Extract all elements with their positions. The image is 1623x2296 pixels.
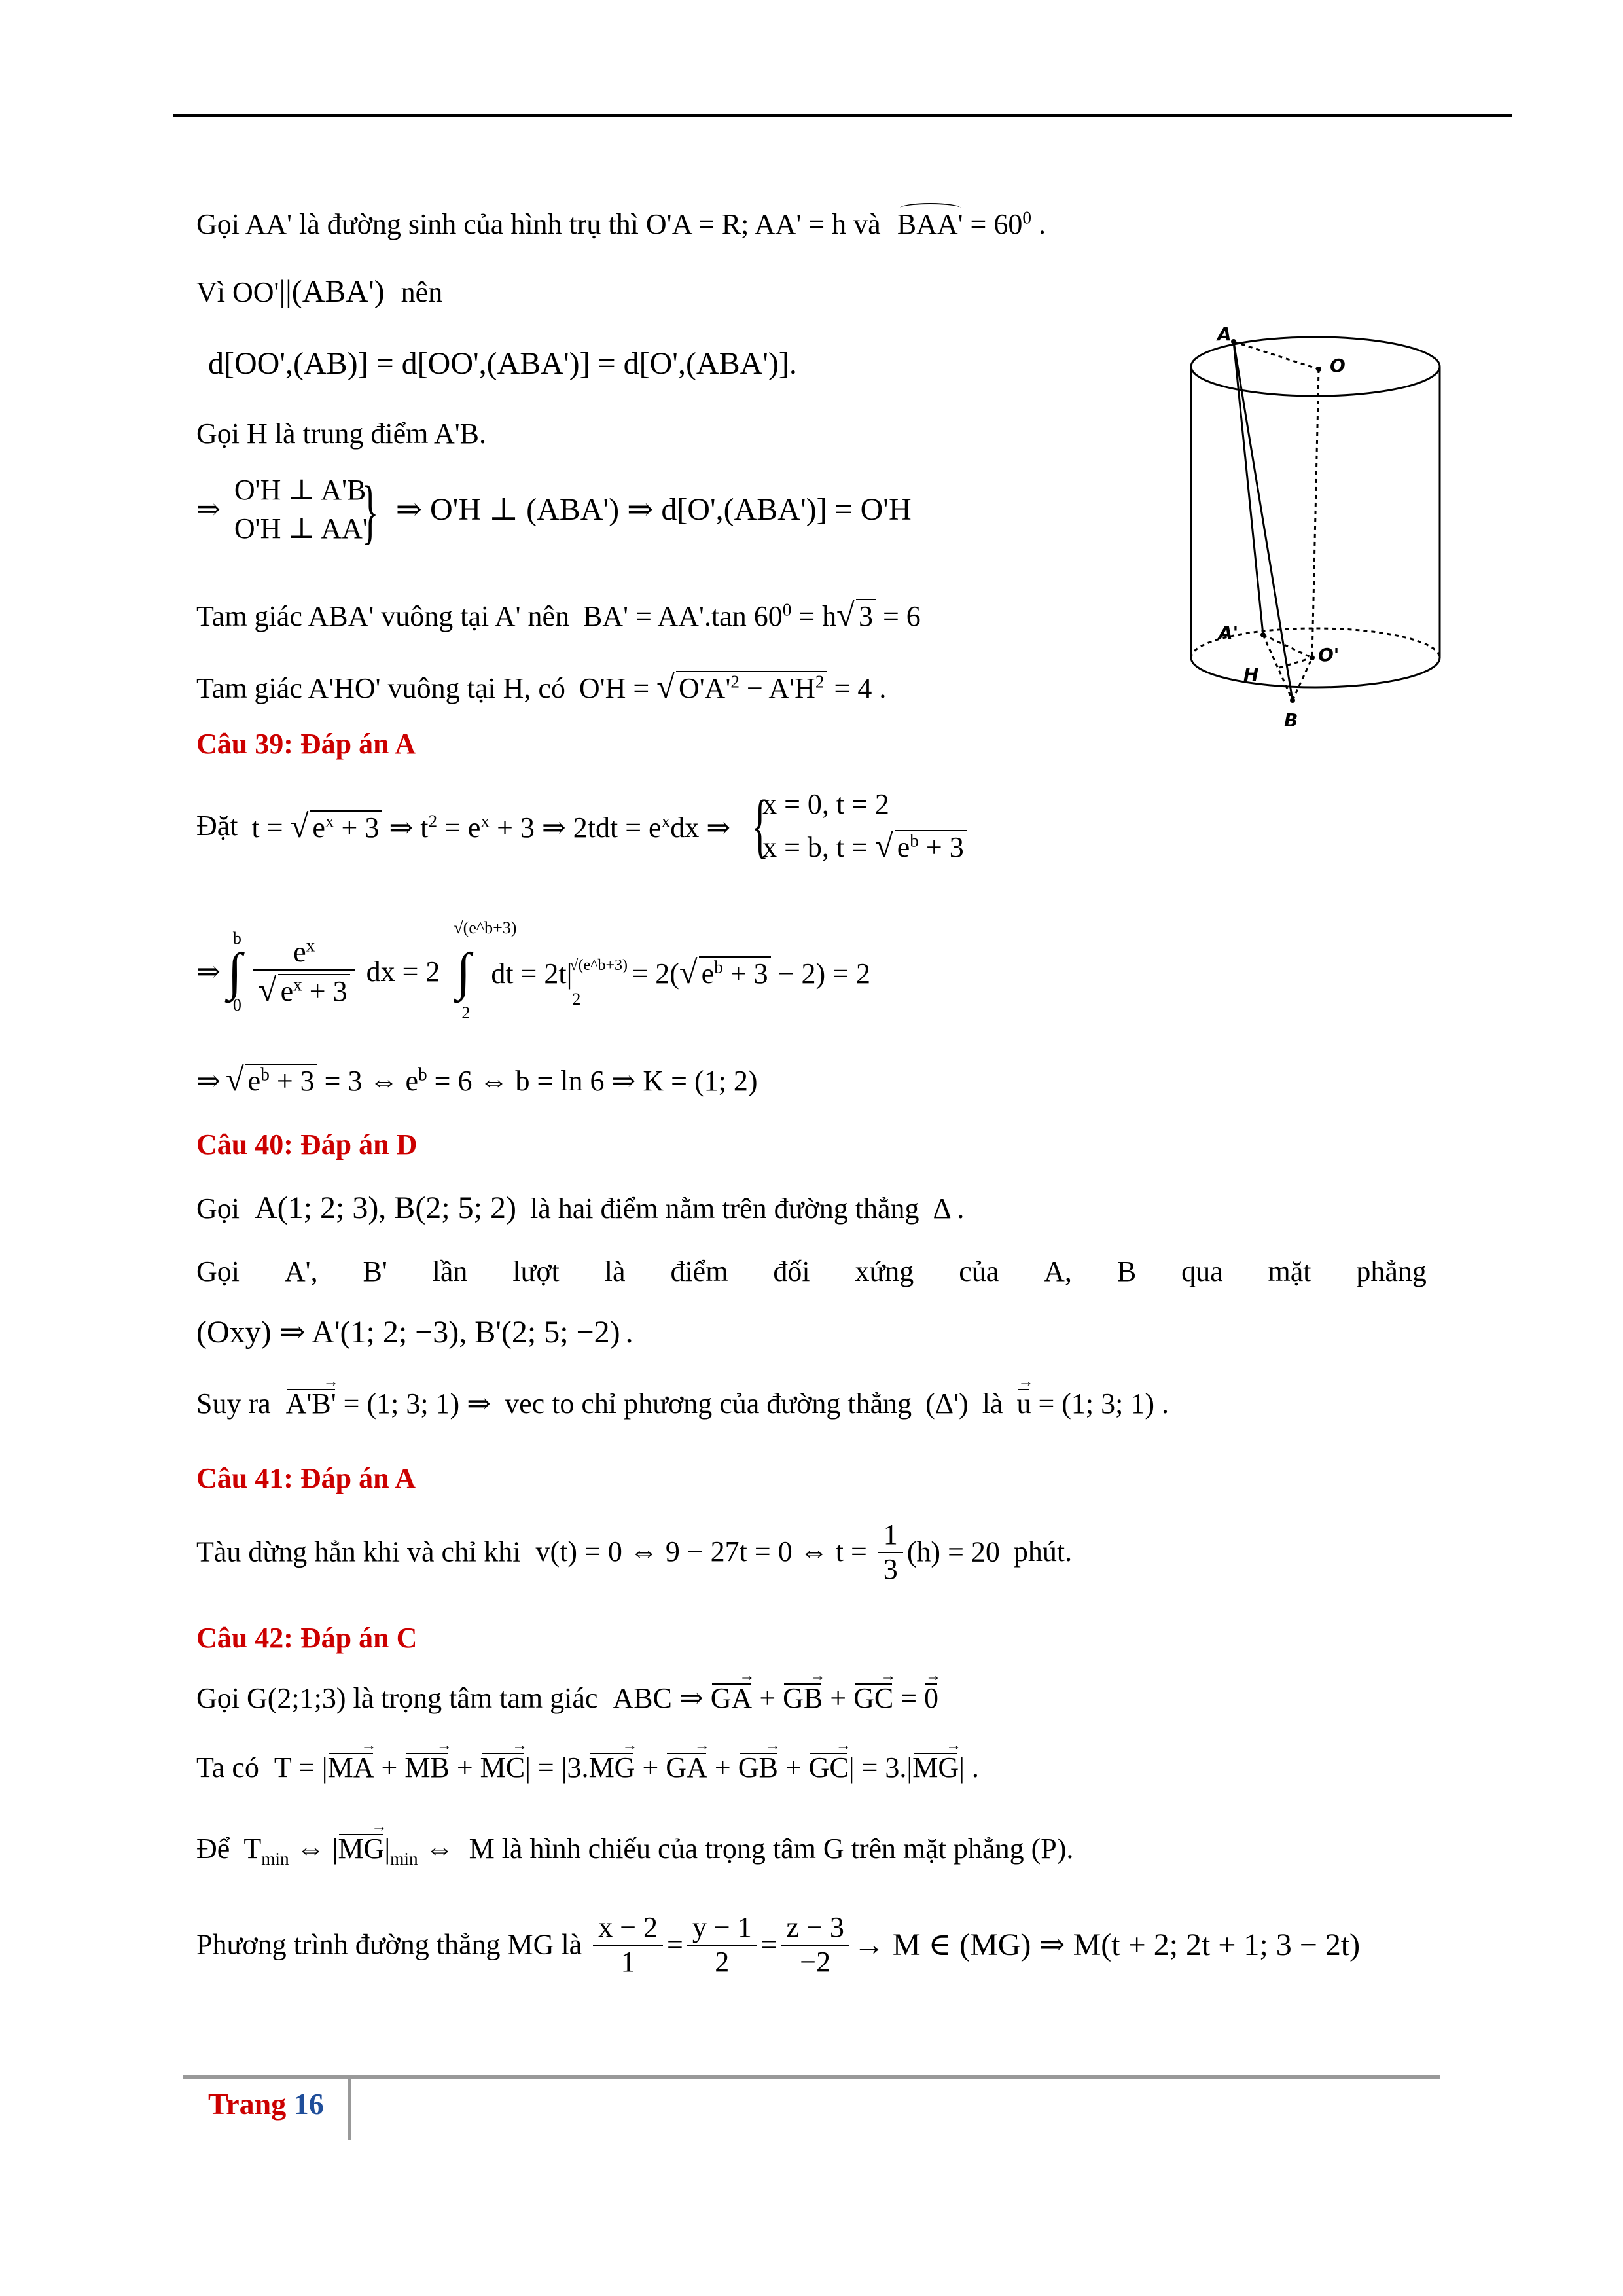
q39-line-1: Đặt t = √ $e^x + 3$ ⇒ $t^2 = e^x + 3$ ⇒ $2tdt = e^xdx$ ⇒ { x = 0, t = 2 x = b, t = √ $e^b + 3$ (196, 785, 967, 867)
text: Gọi H là trung điểm A'B. (196, 418, 487, 450)
limit-upper: √(e^b+3) (454, 918, 517, 938)
math: − A'H (740, 672, 815, 704)
text-line-7: Tam giác A'HO' vuông tại H, có O'H = √ $O'A'^2 - A'H^2 = 4$ . (196, 668, 887, 705)
fraction (593, 1911, 663, 1979)
text-line-6: Tam giác ABA' vuông tại A' nên BA' = AA'.tan $60^0 = h√$ 3 = 6 (196, 596, 921, 633)
text: Gọi G(2;1;3) là trọng tâm tam giác (196, 1682, 598, 1714)
line-a2o2 (1263, 635, 1312, 658)
integral-sign: ∫ √(e^b+3) 2 (454, 918, 517, 1023)
vector-u: u → (1016, 1388, 1031, 1421)
math: x = b, t = (762, 831, 875, 863)
math: + (707, 1751, 738, 1784)
text: Ta có (196, 1751, 259, 1784)
text-line-3 (208, 346, 797, 382)
fraction (687, 1911, 757, 1979)
superscript: x (480, 811, 490, 831)
vector-mc: MC → (480, 1751, 525, 1785)
math: (Oxy) ⇒ A'(1; 2; −3), B'(2; 5; −2) (196, 1315, 620, 1350)
text: là (982, 1388, 1003, 1420)
label-h: H (1243, 664, 1259, 685)
superscript: x (661, 811, 671, 831)
math: + (823, 1682, 854, 1714)
q42-line-2 (196, 1751, 979, 1785)
superscript: 2 (815, 672, 825, 692)
denominator: 2 (715, 1945, 730, 1978)
vector-gb: GB → (783, 1682, 823, 1715)
point-o (1316, 367, 1321, 372)
denominator: −2 (800, 1945, 831, 1978)
question-41-heading: Câu 41: Đáp án A (196, 1462, 416, 1494)
footer-rule (183, 2075, 1440, 2079)
math: + 3 (302, 975, 348, 1007)
label-b: B (1284, 709, 1298, 731)
math: e (312, 812, 325, 844)
vector-mg: MG → (589, 1751, 635, 1785)
superscript: b (910, 830, 919, 850)
math: − 2) = 2 (770, 958, 870, 990)
superscript: x (293, 974, 302, 994)
line-bo2 (1293, 658, 1312, 700)
word: lượt (512, 1255, 560, 1287)
math: | = 3.| (848, 1751, 913, 1784)
q39-result: ⇒ √ $e^b + 3 = 3$ ⇔ $e^b = 6$ ⇔ b = ln 6 ⇒ K = (1; 2) (196, 1061, 758, 1098)
math: v(t) = 0 ⇔ 9 − 27t = 0 ⇔ t = (535, 1535, 867, 1568)
text: Tam giác ABA' vuông tại A' nên (196, 600, 570, 632)
math: + (374, 1751, 405, 1784)
text: Đặt (196, 810, 238, 842)
text-line-5 (196, 471, 912, 548)
system (747, 785, 967, 867)
superscript: x (325, 811, 334, 831)
math: + (752, 1682, 783, 1714)
math: ⇒ t (382, 812, 429, 844)
vector-gc: GC → (809, 1751, 849, 1785)
fraction (781, 1911, 849, 1979)
limit-lower: 0 (232, 996, 241, 1015)
text-line-2 (196, 274, 442, 310)
math: + 3 (334, 812, 380, 844)
math: + (777, 1751, 809, 1784)
math: + 3 (918, 831, 964, 863)
sqrt: 3 (856, 599, 876, 634)
math: = 4 . (827, 672, 887, 704)
system-row: x = b, t = √ $e^b + 3$ (762, 824, 967, 867)
subscript: min (261, 1848, 289, 1869)
line-ho2 (1279, 658, 1312, 668)
word: đối (773, 1255, 810, 1287)
word: qua (1181, 1255, 1223, 1287)
text: M là hình chiếu của trọng tâm G trên mặt phẳng (P). (469, 1833, 1074, 1865)
vector-ab: A'B' → (286, 1388, 336, 1421)
numerator: z − 3 (781, 1911, 849, 1946)
label-o: O (1330, 355, 1346, 376)
numerator: 1 (878, 1518, 903, 1553)
page-footer (208, 2087, 324, 2121)
math: e (897, 831, 910, 863)
math: + (635, 1751, 666, 1784)
math: + 3 (269, 1065, 315, 1097)
subscript: min (390, 1848, 418, 1869)
math: (Δ') (925, 1388, 969, 1420)
label-a2: A' (1219, 622, 1239, 643)
top-ellipse (1191, 337, 1440, 396)
limit-upper: √(e^b+3) (569, 957, 628, 975)
math: O'H = (579, 672, 657, 704)
denominator: 3 (883, 1552, 898, 1585)
math: = (1; 3; 1) ⇒ (336, 1388, 491, 1420)
math: ⇒ (196, 493, 221, 526)
math: | = |3. (525, 1751, 589, 1784)
cylinder-figure (1178, 327, 1453, 733)
page-number: 16 (293, 2087, 324, 2121)
math: ⇒ (196, 956, 221, 988)
numerator: x − 2 (593, 1911, 663, 1946)
text: phút. (1013, 1535, 1073, 1568)
q42-line-4 (196, 1911, 1360, 1979)
vector-gc: GC → (853, 1682, 893, 1715)
text: Tàu dừng hẳn khi và chỉ khi (196, 1535, 521, 1568)
word: B' (363, 1255, 387, 1287)
math: + 3 (722, 958, 768, 990)
vector-zero: 0 → (924, 1682, 938, 1715)
math: ⇒ (196, 1065, 221, 1097)
text-line-4 (196, 418, 486, 451)
line-ao (1234, 342, 1319, 369)
math: O'A' (678, 672, 731, 704)
point-o2 (1310, 655, 1315, 660)
math: e (701, 958, 715, 990)
math: = 6 (875, 600, 921, 632)
math: T (243, 1833, 262, 1865)
q40-line-2 (196, 1255, 1427, 1289)
math: = e (437, 812, 481, 844)
word: mặt (1268, 1255, 1311, 1287)
word: Gọi (196, 1255, 240, 1287)
text: Gọi (196, 1193, 240, 1225)
text: là hai điểm nằm trên đường thẳng (529, 1193, 919, 1225)
system (234, 471, 383, 548)
math: | . (959, 1751, 979, 1784)
math: = (893, 1682, 925, 1714)
vector-ga: GA → (666, 1751, 707, 1785)
math: ⇒ O'H ⊥ (ABA') ⇒ d[O',(ABA')] = O'H (395, 492, 912, 527)
math: dt = 2t| (491, 958, 573, 990)
point-a2 (1260, 632, 1266, 637)
vector-mb: MB → (404, 1751, 449, 1785)
word: điểm (670, 1255, 728, 1287)
q39-integral: ⇒ ∫ b 0 $\frac{e^x}{√ e^x + 3}$ dx = 2 ∫ √(e^b+3) 2 dt = 2t| √(e^b+3) 2 = 2(√ $e^b + 3 - 2) = 2$ (196, 918, 870, 1023)
math: d[OO',(AB)] = d[OO',(ABA')] = d[O',(ABA')]. (208, 346, 797, 381)
word: B (1116, 1255, 1137, 1287)
math: dx = 2 (366, 956, 440, 988)
math: ||(ABA') (279, 274, 385, 309)
fraction (878, 1518, 903, 1586)
text: Để (196, 1833, 230, 1865)
math: . (1031, 208, 1046, 240)
question-40-heading: Câu 40: Đáp án D (196, 1128, 418, 1160)
word: A', (284, 1255, 318, 1287)
math: ⇔ (418, 1833, 454, 1865)
superscript: 2 (428, 811, 438, 831)
limit-lower: 2 (461, 1003, 471, 1023)
math: = 2( (624, 958, 679, 990)
math: . (625, 1315, 633, 1350)
vector-gb: GB → (738, 1751, 778, 1785)
q40-line-1 (196, 1190, 964, 1226)
math: t = (251, 812, 291, 844)
math: dx ⇒ (670, 812, 731, 844)
question-39-heading: Câu 39: Đáp án A (196, 728, 416, 760)
header-rule (173, 114, 1512, 117)
math: | (384, 1833, 391, 1865)
math: + 3 ⇒ 2tdt = e (490, 812, 662, 844)
math: = (667, 1928, 683, 1961)
q42-line-3 (196, 1833, 1074, 1869)
math: = 3 ⇔ e (317, 1065, 418, 1097)
math: → M ∈ (MG) ⇒ M(t + 2; 2t + 1; 3 − 2t) (853, 1928, 1361, 1962)
word: phẳng (1356, 1255, 1427, 1287)
superscript: b (714, 957, 723, 977)
vector-mg: MG → (912, 1751, 959, 1785)
q42-line-1 (196, 1682, 938, 1715)
fraction: $\frac{e^x}{√ e^x + 3}$ (253, 936, 355, 1009)
point-a (1231, 339, 1236, 344)
math: e (280, 975, 294, 1007)
page-label: Trang (208, 2087, 287, 2121)
vector-mg: MG → (338, 1833, 384, 1866)
text: Suy ra (196, 1388, 271, 1420)
math: = 6 ⇔ b = ln 6 ⇒ K = (1; 2) (427, 1065, 758, 1097)
text: Vì OO' (196, 276, 279, 308)
math: = 60 (963, 208, 1023, 240)
vector-ga: GA → (711, 1682, 753, 1715)
system-row: O'H ⊥ AA' (234, 512, 368, 545)
text: Tam giác A'HO' vuông tại H, có (196, 672, 565, 704)
text: vec to chỉ phương của đường thẳng (505, 1388, 912, 1420)
word: của (959, 1255, 999, 1287)
superscript: x (306, 935, 315, 956)
superscript: b (418, 1064, 427, 1085)
text: Phương trình đường thẳng MG là (196, 1928, 582, 1961)
word: là (604, 1255, 626, 1287)
q40-line-4 (196, 1388, 1169, 1421)
footer-divider (348, 2079, 351, 2140)
math: T = | (274, 1751, 328, 1784)
text-line-1 (196, 208, 1046, 242)
math: = h (791, 600, 837, 632)
superscript: b (260, 1064, 270, 1085)
angle-baa: BAA' (897, 208, 963, 240)
point-b (1290, 698, 1295, 703)
label-o2: O' (1318, 644, 1340, 666)
text: Gọi AA' là đường sinh của hình trụ thì O'A = R; AA' = h và (196, 208, 881, 240)
label-a: A (1217, 327, 1232, 345)
bottom-front-arc (1191, 658, 1440, 687)
math: ABC ⇒ (613, 1682, 704, 1714)
vector-ma: MA → (328, 1751, 374, 1785)
math: BA' = AA'.tan 60 (583, 600, 783, 632)
axis-oo2 (1312, 369, 1319, 658)
math: e (247, 1065, 261, 1097)
q40-line-3 (196, 1314, 633, 1350)
math: Δ . (933, 1193, 965, 1225)
integral-sign: ∫ b 0 (227, 929, 242, 1015)
text: nên (401, 276, 443, 308)
question-42-heading: Câu 42: Đáp án C (196, 1622, 418, 1654)
math: + (449, 1751, 480, 1784)
q41-line-1 (196, 1518, 1072, 1586)
math: (h) = 20 (906, 1535, 1000, 1568)
denominator: 1 (620, 1945, 635, 1978)
math: ⇔ | (289, 1833, 338, 1865)
superscript: 0 (1022, 207, 1032, 228)
superscript: 2 (730, 672, 740, 692)
numerator: y − 1 (687, 1911, 757, 1946)
math: = (760, 1928, 777, 1961)
math: = (1; 3; 1) . (1031, 1388, 1169, 1420)
system-row: { x = 0, t = 2 (762, 788, 889, 820)
limit-lower: 2 (572, 990, 581, 1009)
math: A(1; 2; 3), B(2; 5; 2) (255, 1191, 516, 1225)
system-row: O'H ⊥ A'B (234, 474, 366, 506)
word: A, (1044, 1255, 1072, 1287)
limit-upper: b (232, 929, 241, 948)
word: xứng (855, 1255, 914, 1287)
word: lần (432, 1255, 468, 1287)
superscript: 0 (782, 600, 792, 620)
math: e (293, 936, 306, 968)
